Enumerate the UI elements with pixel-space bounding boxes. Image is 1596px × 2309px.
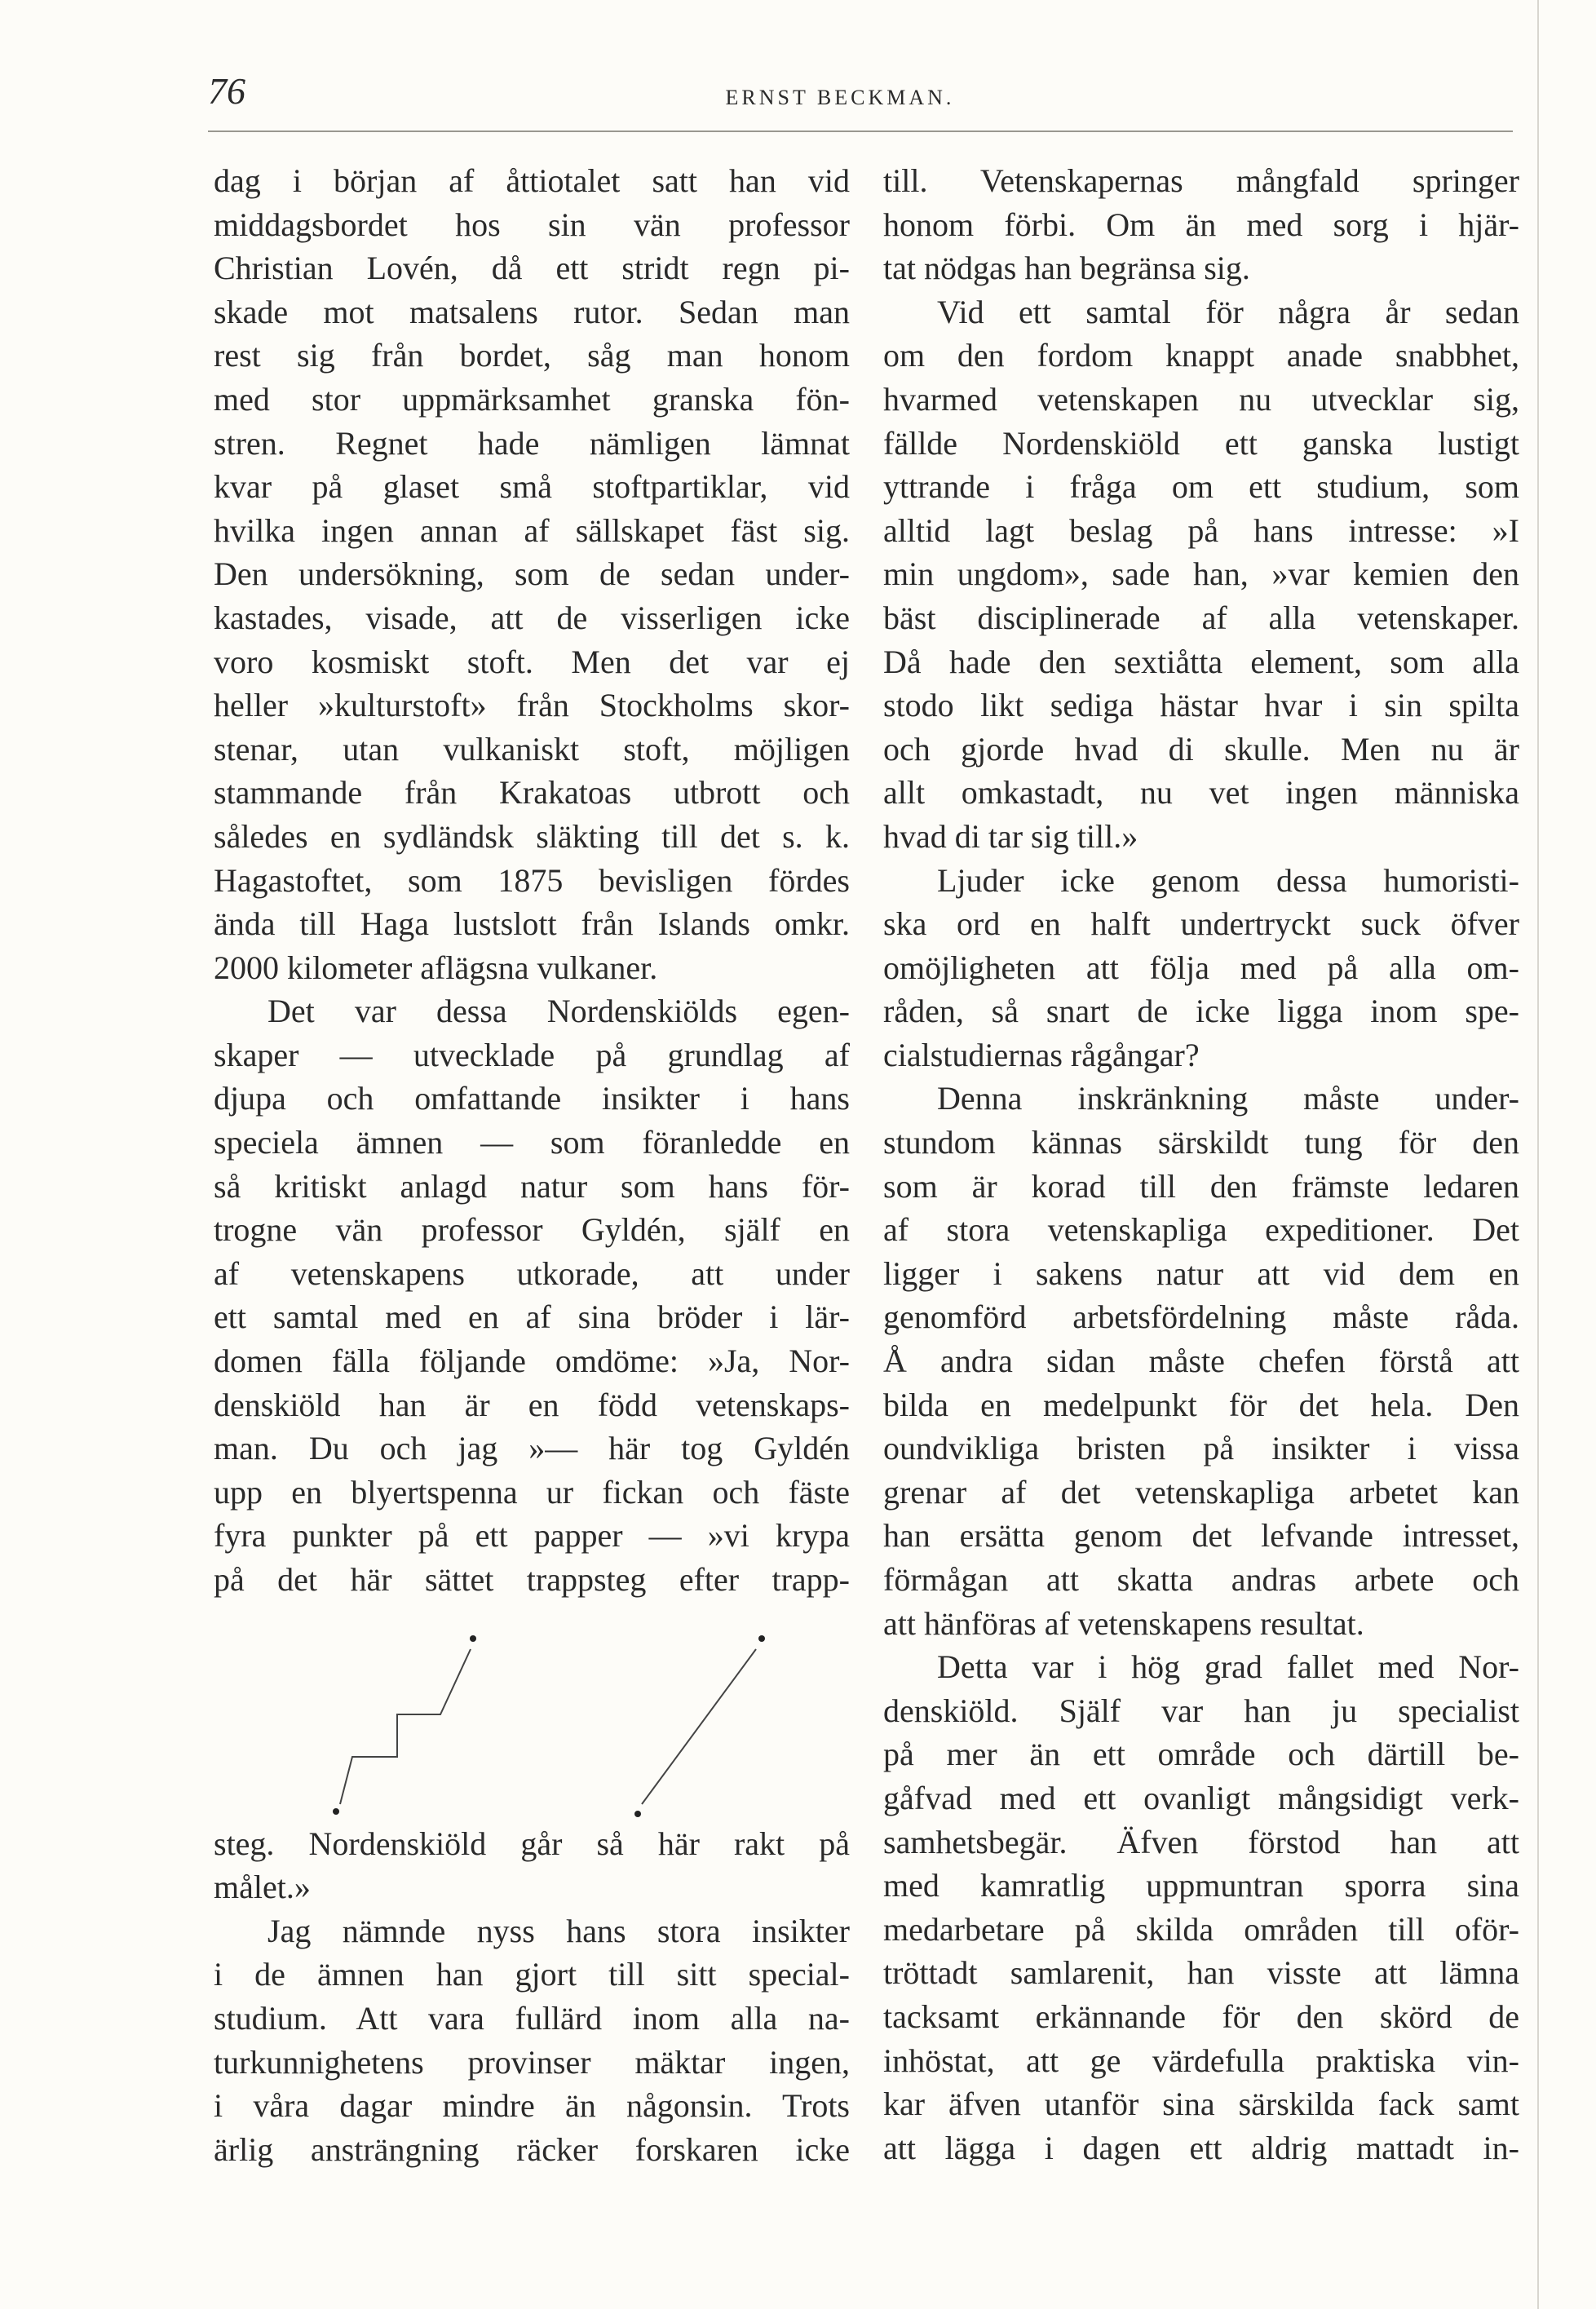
page-number: 76: [208, 70, 245, 112]
staircase-diagram: [214, 1602, 850, 1822]
paragraph-4: [883, 290, 1519, 859]
text-line: dag i början af åttiotalet satt han vid: [214, 162, 850, 199]
text-line: steg. Nordenskiöld går så här rakt på: [214, 1825, 850, 1862]
paragraph-5: [883, 859, 1519, 1077]
text-line: i de ämnen han gjort till sitt special-: [214, 1956, 850, 1993]
text-line: omöjligheten att följa med på alla om-: [883, 949, 1519, 986]
text-line: till. Vetenskapernas mångfald springer: [883, 162, 1519, 199]
text-line: och gjorde hvad di skulle. Men nu är: [883, 730, 1519, 767]
text-line: ska ord en halft undertryckt suck öfver: [883, 905, 1519, 943]
text-line: af stora vetenskapliga expeditioner. Det: [883, 1211, 1519, 1249]
text-line: ligger i sakens natur att vid dem en: [883, 1254, 1519, 1292]
text-line: Då hade den sextiåtta element, som alla: [883, 643, 1519, 680]
text-line: voro kosmiskt stoft. Men det var ej: [214, 643, 850, 680]
text-line: hvad di tar sig till.»: [883, 817, 1138, 855]
text-line: Detta var i hög grad fallet med Nor-: [937, 1648, 1519, 1686]
text-line: med kamratlig uppmuntran sporra sina: [883, 1867, 1519, 1904]
left-column: [214, 159, 850, 2171]
text-line: om den fordom knappt anade snabbhet,: [883, 337, 1519, 374]
paragraph-2-end: [214, 1822, 850, 1909]
text-line: studium. Att vara fullärd inom alla na-: [214, 1999, 850, 2037]
text-line: inhöstat, att ge värdefulla praktiska vin-: [883, 2041, 1519, 2079]
text-line: Å andra sidan måste chefen förstå att: [883, 1342, 1519, 1380]
paragraph-2: [214, 989, 850, 1601]
text-line: fyra punkter på ett papper — »vi krypa: [214, 1517, 850, 1555]
right-column: [883, 159, 1519, 2170]
text-line: förmågan att skatta andras arbete och: [883, 1561, 1519, 1598]
text-line: tacksamt erkännande för den skörd de: [883, 1997, 1519, 2035]
text-line: Den undersökning, som de sedan under-: [214, 555, 850, 593]
text-line: yttrande i fråga om ett studium, som: [883, 468, 1519, 506]
text-line: stenar, utan vulkaniskt stoft, möjligen: [214, 730, 850, 767]
page-edge: [1537, 0, 1539, 2309]
text-line: kvar på glaset små stoftpartiklar, vid: [214, 468, 850, 506]
text-line: middagsbordet hos sin vän professor: [214, 206, 850, 243]
text-line: gåfvad med ett ovanligt mångsidigt verk-: [883, 1779, 1519, 1816]
running-head: ERNST BECKMAN.: [725, 86, 955, 109]
paragraph-1-end: [883, 159, 1519, 290]
text-line: stammande från Krakatoas utbrott och: [214, 774, 850, 812]
point-dot: [333, 1808, 339, 1815]
page-header: [208, 69, 1472, 135]
text-line: han ersätta genom det lefvande intresset,: [883, 1517, 1519, 1555]
text-line: Christian Lovén, då ett stridt regn pi-: [214, 250, 850, 287]
text-line: Jag nämnde nyss hans stora insikter: [267, 1912, 850, 1949]
text-line: fällde Nordenskiöld ett ganska lustigt: [883, 424, 1519, 462]
text-line: trogne vän professor Gyldén, själf en: [214, 1211, 850, 1249]
text-line: råden, så snart de icke ligga inom spe-: [883, 993, 1519, 1030]
text-line: oundvikliga bristen på insikter i vissa: [883, 1430, 1519, 1467]
text-line: man. Du och jag »— här tog Gyldén: [214, 1430, 850, 1467]
text-line: tröttadt samlarenit, han visste att lämna: [883, 1954, 1519, 1992]
text-line: skade mot matsalens rutor. Sedan man: [214, 293, 850, 330]
text-line: turkunnighetens provinser mäktar ingen,: [214, 2043, 850, 2081]
text-line: heller »kulturstoft» från Stockholms skor-: [214, 687, 850, 724]
text-line: samhetsbegär. Äfven förstod han att: [883, 1823, 1519, 1860]
text-line: speciela ämnen — som föranledde en: [214, 1124, 850, 1161]
text-line: Vid ett samtal för några år sedan: [937, 293, 1519, 330]
text-line: grenar af det vetenskapliga arbetet kan: [883, 1473, 1519, 1511]
paragraph-6: [883, 1077, 1519, 1645]
text-line: Ljuder icke genom dessa humoristi-: [937, 861, 1519, 899]
text-line: bilda en medelpunkt för det hela. Den: [883, 1386, 1519, 1423]
text-line: Det var dessa Nordenskiölds egen-: [267, 993, 850, 1030]
text-line: Denna inskränkning måste under-: [937, 1080, 1519, 1117]
text-line: cialstudiernas rågångar?: [883, 1036, 1200, 1073]
text-line: på det här sättet trappsteg efter trapp-: [214, 1561, 850, 1598]
text-line: min ungdom», sade han, »var kemien den: [883, 555, 1519, 593]
text-line: denskiöld. Själf var han ju specialist: [883, 1692, 1519, 1729]
text-line: honom förbi. Om än med sorg i hjär-: [883, 206, 1519, 243]
text-line: på mer än ett område och därtill be-: [883, 1736, 1519, 1773]
text-line: skaper — utvecklade på grundlag af: [214, 1036, 850, 1073]
point-dot: [634, 1811, 641, 1817]
text-line: så kritiskt anlagd natur som hans för-: [214, 1167, 850, 1205]
text-line: målet.»: [214, 1869, 311, 1906]
text-line: allt omkastadt, nu vet ingen människa: [883, 774, 1519, 812]
text-line: som är korad till den främste ledaren: [883, 1167, 1519, 1205]
text-line: denskiöld han är en född vetenskaps-: [214, 1386, 850, 1423]
text-line: hvilka ingen annan af sällskapet fäst sig.: [214, 511, 850, 549]
text-line: ärlig ansträngning räcker forskaren icke: [214, 2130, 850, 2168]
text-line: hvarmed vetenskapen nu utvecklar sig,: [883, 380, 1519, 418]
text-line: stodo likt sediga hästar hvar i sin spilta: [883, 687, 1519, 724]
header-rule: [208, 130, 1513, 132]
text-line: att hänföras af vetenskapens resultat.: [883, 1604, 1364, 1642]
paragraph-3: [214, 1909, 850, 2172]
text-line: kastades, visade, att de visserligen icke: [214, 599, 850, 636]
text-line: således en sydländsk släkting till det s. k.: [214, 817, 850, 855]
text-line: ända till Haga lustslott från Islands omkr.: [214, 905, 850, 943]
text-line: ett samtal med en af sina bröder i lär-: [214, 1298, 850, 1336]
text-line: rest sig från bordet, såg man honom: [214, 337, 850, 374]
text-line: domen fälla följande omdöme: »Ja, Nor-: [214, 1342, 850, 1380]
text-line: bäst disciplinerade af alla vetenskaper.: [883, 599, 1519, 636]
text-line: att lägga i dagen ett aldrig mattadt in-: [883, 2129, 1519, 2166]
point-dot: [470, 1635, 476, 1642]
text-line: stundom kännas särskildt tung för den: [883, 1124, 1519, 1161]
text-line: medarbetare på skilda områden till oför-: [883, 1910, 1519, 1948]
text-line: stren. Regnet hade nämligen lämnat: [214, 424, 850, 462]
paragraph-7: [883, 1645, 1519, 2170]
text-line: djupa och omfattande insikter i hans: [214, 1080, 850, 1117]
text-line: 2000 kilometer aflägsna vulkaner.: [214, 949, 658, 986]
straight-line: [642, 1649, 756, 1804]
text-line: genomförd arbetsfördelning måste råda.: [883, 1298, 1519, 1336]
paragraph-1-continued: [214, 159, 850, 989]
text-line: i våra dagar mindre än någonsin. Trots: [214, 2087, 850, 2125]
text-line: tat nödgas han begränsa sig.: [883, 250, 1250, 287]
text-line: alltid lagt beslag på hans intresse: »I: [883, 511, 1519, 549]
text-line: af vetenskapens utkorade, att under: [214, 1254, 850, 1292]
text-line: kar äfven utanför sina särskilda fack samt: [883, 2086, 1519, 2123]
staircase-line: [340, 1649, 471, 1804]
text-line: med stor uppmärksamhet granska fön-: [214, 380, 850, 418]
text-line: upp en blyertspenna ur fickan och fäste: [214, 1473, 850, 1511]
point-dot: [758, 1635, 765, 1642]
text-line: Hagastoftet, som 1875 bevisligen fördes: [214, 861, 850, 899]
